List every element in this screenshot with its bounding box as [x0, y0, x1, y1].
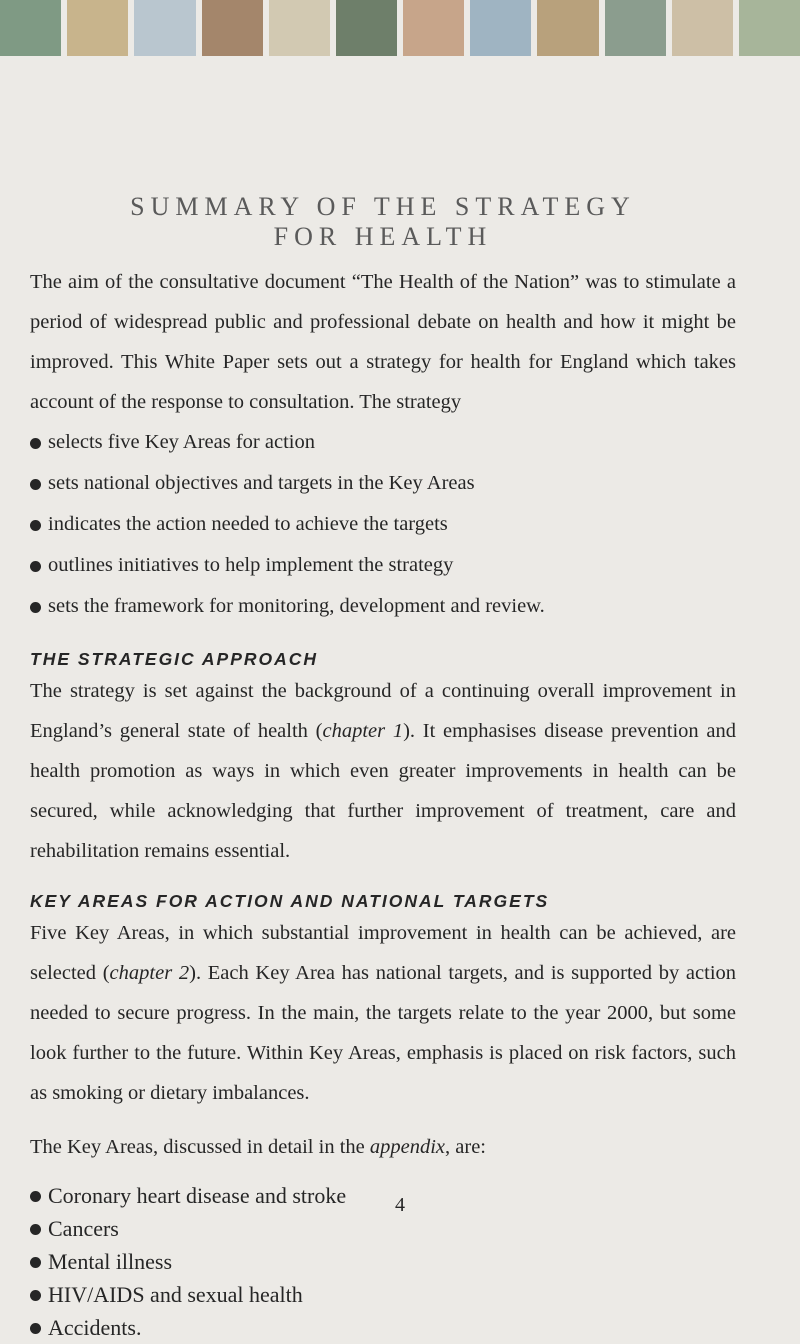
list-item: Coronary heart disease and stroke [30, 1179, 736, 1212]
header-photo [537, 0, 598, 56]
title-line-2: FOR HEALTH [273, 222, 493, 251]
bullet-icon [30, 1257, 41, 1268]
bullet-icon [30, 1323, 41, 1334]
header-photo [470, 0, 531, 56]
strategic-approach-paragraph: The strategy is set against the background of a continuing overall improvement in England’s general state of health (chapter 1). It emphasises disease prevention and health promotion as ways in which even greater improvements in health can be secured, while acknowledging that further improvement of treatment, care and rehabilitation remains essential. [30, 680, 736, 862]
chapter-reference: chapter 2 [109, 962, 190, 984]
list-item: selects five Key Areas for action [30, 422, 736, 463]
page-number: 4 [395, 1194, 405, 1216]
title-line-1: SUMMARY OF THE STRATEGY [130, 192, 636, 221]
list-item: indicates the action needed to achieve the targets [30, 504, 736, 545]
bullet-icon [30, 438, 41, 449]
bullet-icon [30, 602, 41, 613]
strategy-points-list [30, 422, 736, 627]
document-page [30, 192, 736, 1344]
bullet-icon [30, 479, 41, 490]
section-heading-key-areas: KEY AREAS FOR ACTION AND NATIONAL TARGETS [30, 891, 550, 911]
header-photo [739, 0, 800, 56]
header-photo [336, 0, 397, 56]
section-heading-strategic-approach: THE STRATEGIC APPROACH [30, 649, 319, 669]
header-photo [672, 0, 733, 56]
bullet-icon [30, 561, 41, 572]
bullet-icon [30, 1224, 41, 1235]
header-photo [202, 0, 263, 56]
header-photo [605, 0, 666, 56]
list-item: Mental illness [30, 1245, 736, 1278]
list-item: Cancers [30, 1212, 736, 1245]
list-item: sets the framework for monitoring, development and review. [30, 586, 736, 627]
appendix-reference: appendix [369, 1136, 446, 1158]
chapter-reference: chapter 1 [322, 720, 404, 742]
bullet-icon [30, 520, 41, 531]
key-areas-intro: The Key Areas, discussed in detail in the appendix, are: [30, 1136, 487, 1158]
key-areas-paragraph: Five Key Areas, in which substantial improvement in health can be achieved, are selected (chapter 2). Each Key Area has national targets, and is supported by action needed to secure progress. In the main, the targets relate to the year 2000, but some look further to the future. Within Key Areas, emphasis is placed on risk factors, such as smoking or dietary imbalances. [30, 922, 737, 1104]
list-item: Accidents. [30, 1311, 736, 1344]
intro-paragraph: The aim of the consultative document “The Health of the Nation” was to stimulate a period of widespread public and professional debate on health and how it might be improved. This White Paper sets out a strategy for health for England which takes account of the response to consultation. The strategy [30, 271, 736, 413]
header-photo [269, 0, 330, 56]
list-item: outlines initiatives to help implement the strategy [30, 545, 736, 586]
header-photo [403, 0, 464, 56]
bullet-icon [30, 1290, 41, 1301]
header-photo [67, 0, 128, 56]
header-photo [134, 0, 195, 56]
header-photo [0, 0, 61, 56]
list-item: HIV/AIDS and sexual health [30, 1278, 736, 1311]
header-photo-strip [0, 0, 800, 56]
page-title [30, 192, 736, 252]
list-item: sets national objectives and targets in the Key Areas [30, 463, 736, 504]
